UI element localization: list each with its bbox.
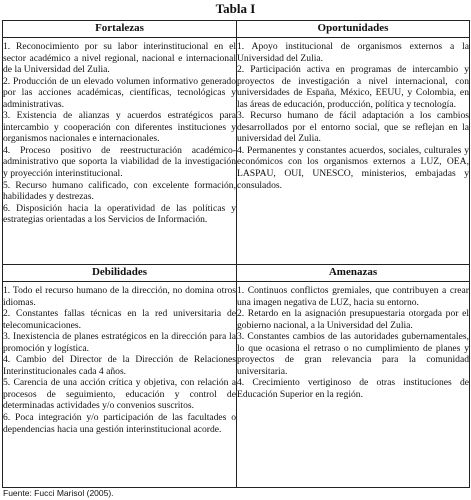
list-item: 5. Carencia de una acción crítica y objetiva, con relación a procesos de seguimiento, educación y control de determinadas actividades y/o convenios suscritos.: [3, 377, 236, 412]
list-item: 2. Retardo en la asignación presupuestaria otorgada por el gobierno nacional, a la Universidad del Zulia.: [237, 308, 469, 331]
header-amenazas: Amenazas: [237, 265, 470, 282]
list-item: 1. Apoyo institucional de organismos externos a la Universidad del Zulia.: [237, 41, 469, 64]
list-item: 3. Inexistencia de planes estratégicos en la dirección para la promoción y logística.: [3, 331, 236, 354]
list-item: 2. Producción de un elevado volumen informativo generado por las acciones académicas, científicas, tecnológicas y administrativas.: [3, 75, 236, 110]
source-note: Fuente: Fucci Marisol (2005).: [3, 488, 114, 498]
list-item: 3. Existencia de alianzas y acuerdos estratégicos para intercambio y cooperación con diferentes instituciones y organismos nacionales e internacionales.: [3, 110, 236, 145]
list-item: 2. Constantes fallas técnicas en la red universitaria de telecomunicaciones.: [3, 308, 236, 331]
oportunidades-cell: [237, 38, 470, 265]
list-item: 4. Crecimiento vertiginoso de otras instituciones de Educación Superior en la región.: [237, 377, 469, 400]
table-title: Tabla I: [215, 1, 256, 16]
list-item: 1. Reconocimiento por su labor interinstitucional en el sector académico a nivel regional, nacional e internacional de la Universidad del Zulia.: [3, 41, 236, 76]
fortalezas-cell: [3, 38, 237, 265]
debilidades-cell: [3, 282, 237, 488]
header-debilidades: Debilidades: [3, 265, 237, 282]
list-item: 4. Cambio del Director de la Dirección de Relaciones Interinstitucionales cada 4 años.: [3, 354, 236, 377]
list-item: 1. Todo el recurso humano de la dirección, no domina otros idiomas.: [3, 285, 236, 308]
list-item: 4. Proceso positivo de reestructuración académico-administrativo que soporta la viabilidad de la investigación y proyección interinstitucional.: [3, 144, 236, 180]
list-item: 4. Permanentes y constantes acuerdos, sociales, culturales y económicos con los organismos externos a LUZ, OEA, LASPAU, OUI, UNESCO, ministerios, embajadas y consulados.: [237, 144, 469, 191]
swot-table: [2, 20, 470, 488]
amenazas-cell: [237, 282, 470, 488]
header-oportunidades: Oportunidades: [237, 21, 470, 38]
list-item: 3. Constantes cambios de las autoridades gubernamentales, lo que ocasiona el retraso o no cumplimiento de planes y proyectos de gran relevancia para la comunidad universitaria.: [237, 331, 469, 377]
list-item: 1. Continuos conflictos gremiales, que contribuyen a crear una imagen negativa de LUZ, hacia su entorno.: [237, 285, 469, 308]
header-fortalezas: Fortalezas: [3, 21, 237, 38]
list-item: 2. Participación activa en programas de intercambio y proyectos de investigación a nivel internacional, con universidades de España, México, EEUU, y Colombia, en las áreas de educación, producción, política y tecnología.: [237, 64, 469, 110]
list-item: 6. Poca integración y/o participación de las facultades o dependencias hacia una gestión interinstitucional acorde.: [3, 412, 236, 435]
list-item: 5. Recurso humano calificado, con excelente formación, habilidades y destrezas.: [3, 179, 236, 203]
list-item: 6. Disposición hacia la operatividad de las políticas y estrategias orientadas a los Servicios de Información.: [3, 202, 236, 226]
list-item: 3. Recurso humano de fácil adaptación a los cambios desarrollados por el entorno social, que se reflejan en la universidad del Zulia.: [237, 110, 469, 145]
